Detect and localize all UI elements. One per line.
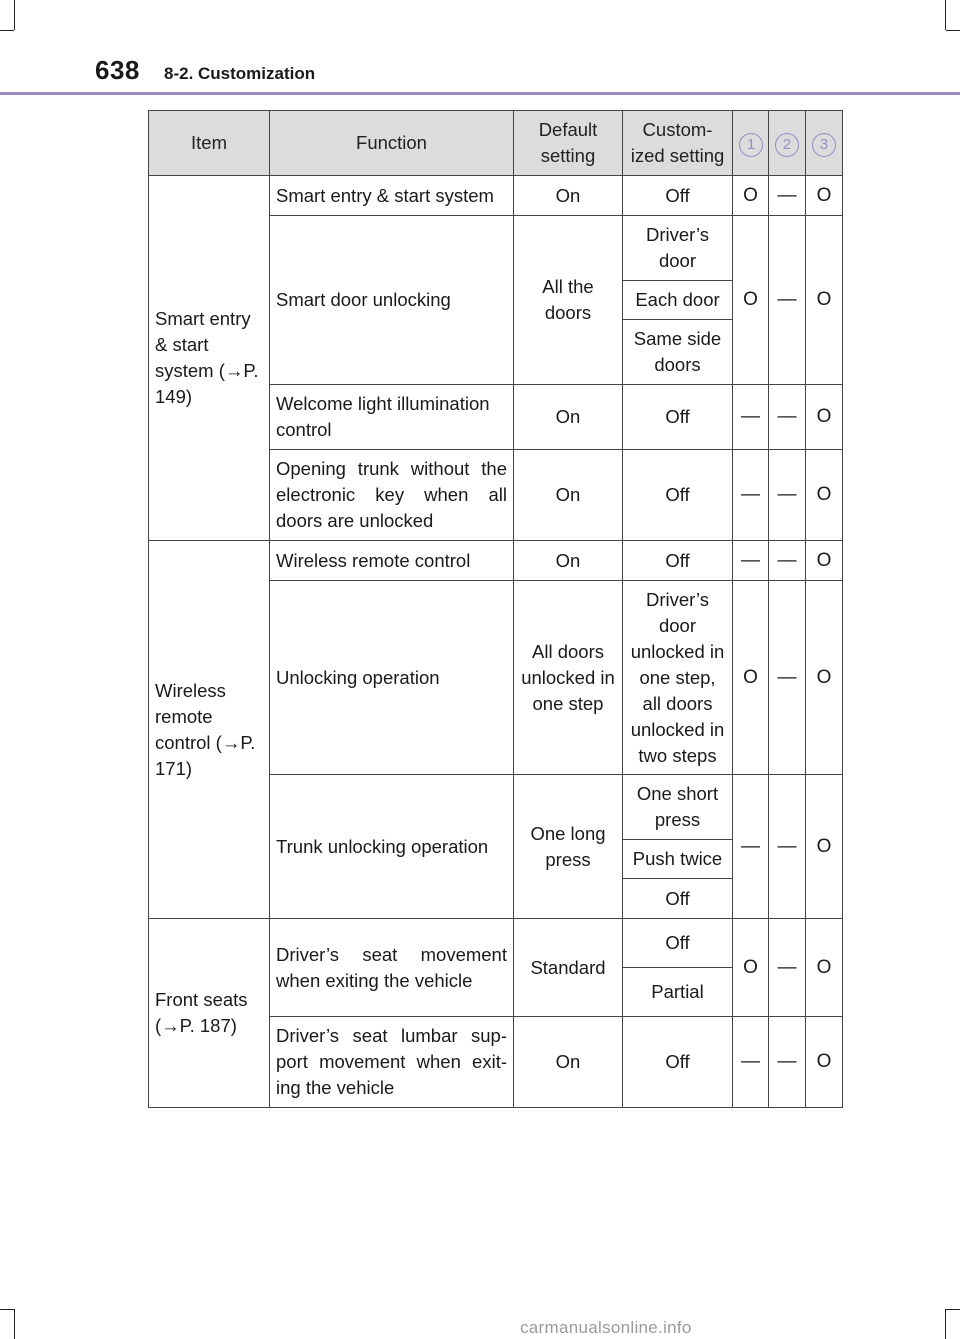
custom-cell: Partial — [623, 968, 733, 1017]
custom-cell: Off — [623, 919, 733, 968]
function-cell: Driver’s seat lumbar sup-port movement when exit-ing the vehicle — [270, 1017, 514, 1108]
mark-cell: — — [769, 541, 806, 581]
item-cell: Smart entry & start system (→P. 149) — [149, 176, 270, 541]
mark-cell: O — [733, 216, 769, 385]
mark-cell: O — [806, 919, 843, 1017]
function-cell: Unlocking operation — [270, 581, 514, 775]
mark-cell: — — [769, 1017, 806, 1108]
custom-cell: Off — [623, 450, 733, 541]
header-col-2 — [769, 111, 806, 176]
crop-mark-top-left-h — [0, 30, 14, 31]
circle-2-icon: 2 — [775, 133, 799, 157]
crop-mark-top-right-v — [945, 0, 946, 30]
default-cell: On — [514, 176, 623, 216]
header-function: Function — [270, 111, 514, 176]
custom-cell: Off — [623, 879, 733, 919]
mark-cell: — — [769, 385, 806, 450]
custom-cell: Off — [623, 385, 733, 450]
mark-cell: — — [769, 176, 806, 216]
custom-cell: Each door — [623, 281, 733, 320]
mark-cell: O — [733, 176, 769, 216]
mark-cell: O — [806, 541, 843, 581]
default-cell: On — [514, 1017, 623, 1108]
default-cell: On — [514, 385, 623, 450]
mark-cell: — — [733, 1017, 769, 1108]
mark-cell: — — [733, 775, 769, 919]
header-col-3 — [806, 111, 843, 176]
function-cell: Driver’s seat movement when exiting the vehicle — [270, 919, 514, 1017]
mark-cell: O — [806, 450, 843, 541]
mark-cell: O — [806, 176, 843, 216]
mark-cell: — — [733, 450, 769, 541]
header-divider — [0, 92, 960, 95]
table-row — [149, 176, 843, 216]
crop-mark-top-left-v — [14, 0, 15, 30]
mark-cell: O — [806, 581, 843, 775]
function-cell: Opening trunk without the electronic key when all doors are unlocked — [270, 450, 514, 541]
mark-cell: — — [733, 541, 769, 581]
table-row — [149, 541, 843, 581]
default-cell: Standard — [514, 919, 623, 1017]
crop-mark-bottom-right-v — [945, 1309, 946, 1339]
mark-cell: O — [733, 919, 769, 1017]
custom-cell: Driver’s door — [623, 216, 733, 281]
default-cell: All the doors — [514, 216, 623, 385]
default-cell: One long press — [514, 775, 623, 919]
crop-mark-bottom-left-v — [14, 1309, 15, 1339]
header-customized-setting: Custom-ized setting — [623, 111, 733, 176]
function-cell: Wireless remote control — [270, 541, 514, 581]
mark-cell: — — [769, 919, 806, 1017]
mark-cell: O — [806, 775, 843, 919]
item-cell: Front seats (→P. 187) — [149, 919, 270, 1108]
custom-cell: Off — [623, 176, 733, 216]
table-header-row — [149, 111, 843, 176]
circle-1-icon: 1 — [739, 133, 763, 157]
watermark: carmanualsonline.info — [520, 1318, 692, 1337]
mark-cell: O — [806, 385, 843, 450]
section-title: 8-2. Customization — [164, 64, 316, 83]
mark-cell: — — [733, 385, 769, 450]
function-cell: Smart entry & start system — [270, 176, 514, 216]
mark-cell: O — [806, 1017, 843, 1108]
crop-mark-bottom-right-h — [946, 1309, 960, 1310]
custom-cell: One short press — [623, 775, 733, 840]
custom-cell: Off — [623, 1017, 733, 1108]
mark-cell: O — [733, 581, 769, 775]
header-item: Item — [149, 111, 270, 176]
crop-mark-top-right-h — [946, 30, 960, 31]
default-cell: All doors unlocked in one step — [514, 581, 623, 775]
header-default-setting: Default setting — [514, 111, 623, 176]
mark-cell: — — [769, 581, 806, 775]
mark-cell: — — [769, 216, 806, 385]
custom-cell: Driver’s door unlocked in one step, all doors unlocked in two steps — [623, 581, 733, 775]
mark-cell: O — [806, 216, 843, 385]
mark-cell: — — [769, 775, 806, 919]
custom-cell: Off — [623, 541, 733, 581]
page-number: 638 — [95, 55, 140, 85]
function-cell: Smart door unlocking — [270, 216, 514, 385]
circle-3-icon: 3 — [812, 133, 836, 157]
function-cell: Welcome light illumination control — [270, 385, 514, 450]
function-cell: Trunk unlocking operation — [270, 775, 514, 919]
custom-cell: Push twice — [623, 840, 733, 879]
header-col-1 — [733, 111, 769, 176]
default-cell: On — [514, 541, 623, 581]
item-cell: Wireless remote control (→P. 171) — [149, 541, 270, 919]
default-cell: On — [514, 450, 623, 541]
customization-table — [148, 110, 843, 1108]
table-row — [149, 919, 843, 968]
crop-mark-bottom-left-h — [0, 1309, 14, 1310]
mark-cell: — — [769, 450, 806, 541]
custom-cell: Same side doors — [623, 320, 733, 385]
